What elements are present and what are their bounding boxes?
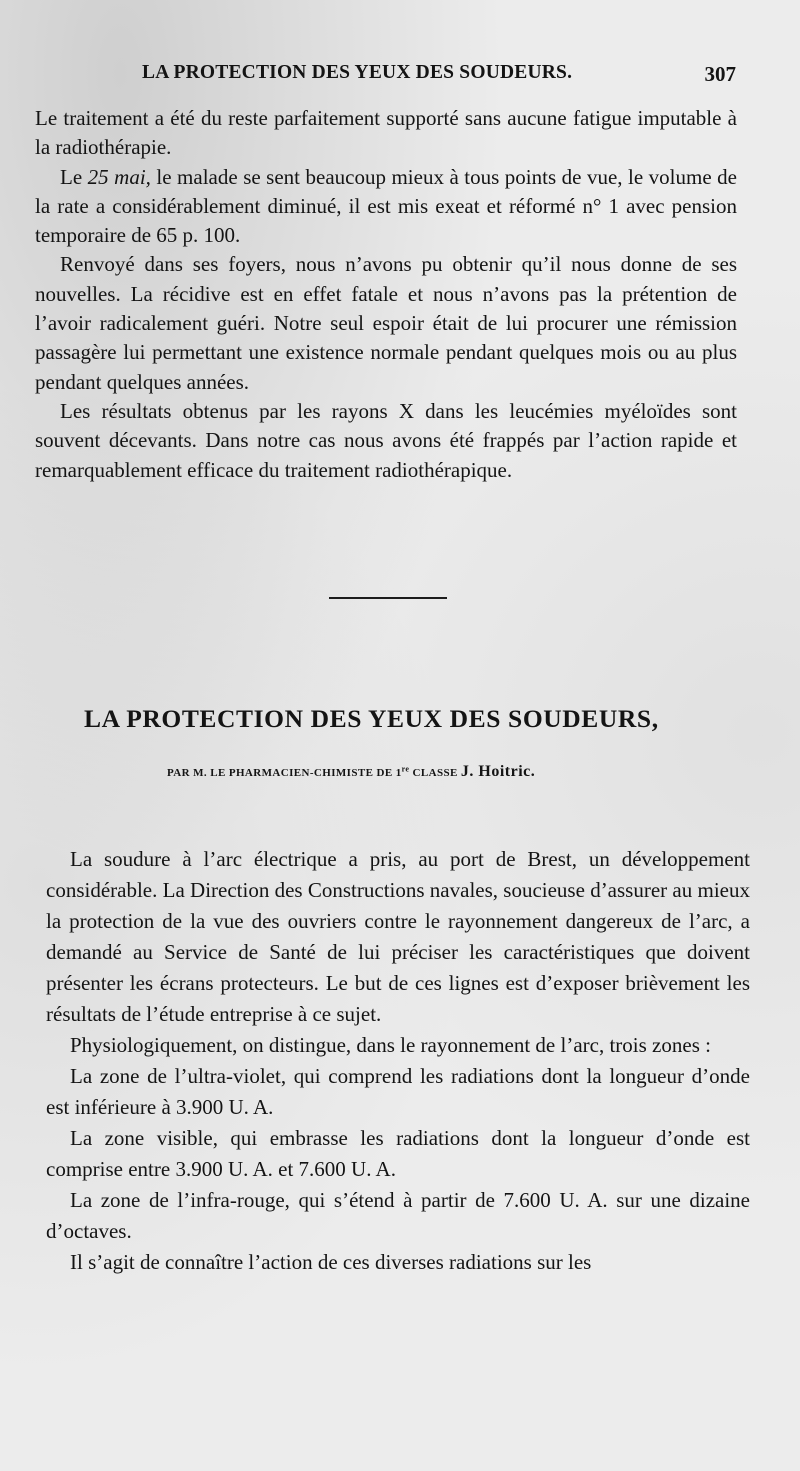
byline-superscript: re [401,764,410,774]
date-text: 25 mai, [87,164,151,189]
paragraph: Il s’agit de connaître l’action de ces diverses radiations sur les [70,1250,592,1274]
paragraph: La zone de l’ultra-violet, qui comprend les radiations dont la longueur d’onde est inférieure à 3.900 U. A. [46,1064,750,1119]
paragraph-text: Le [60,164,88,189]
section-divider [329,597,447,599]
article-title: LA PROTECTION DES YEUX DES SOUDEURS, [84,704,659,733]
paragraph: La zone visible, qui embrasse les radiations dont la longueur d’onde est comprise entre 3.900 U. A. et 7.600 U. A. [46,1126,750,1181]
paragraph: Le traitement a été du reste parfaitement supporté sans aucune fatigue imputable à la radiothérapie. [35,106,737,160]
byline [167,763,535,781]
byline-class: CLASSE [409,767,461,779]
paragraph: Renvoyé dans ses foyers, nous n’avons pu obtenir qu’il nous donne de ses nouvelles. La récidive est en effet fatale et nous n’avons pas la prétention de l’avoir radicalement guéri. Notre seul espoir était de lui procurer une rémission passagère lui permettant une existence normale pendant quelques mois ou au plus pendant quelques années. [35,252,737,394]
author-name: J. Hoitric. [460,763,536,780]
paragraph: Physiologiquement, on distingue, dans le rayonnement de l’arc, trois zones : [70,1033,711,1057]
byline-prefix: PAR M. LE PHARMACIEN-CHIMISTE DE 1 [167,767,402,779]
paragraph [35,163,737,251]
paragraph: La soudure à l’arc électrique a pris, au port de Brest, un développement considérable. La Direction des Constructions navales, soucieuse d’assurer au mieux la protection de la vue des ouvriers contre le rayonnement dangereux de l’arc, a demandé au Service de Santé de lui préciser les caractéristiques que doivent présenter les écrans protecteurs. Le but de ces lignes est d’exposer brièvement les résultats de l’étude entreprise à ce sujet. [46,847,750,1026]
paragraph: La zone de l’infra-rouge, qui s’étend à partir de 7.600 U. A. sur une dizaine d’octaves. [46,1188,750,1243]
paragraph-text: le malade se sent beaucoup mieux à tous points de vue, le volume de la rate a considérablement diminué, il est mis exeat et réformé n° 1 avec pension temporaire de 65 p. 100. [35,164,737,248]
running-title: LA PROTECTION DES YEUX DES SOUDEURS. [142,62,573,83]
paragraph: Les résultats obtenus par les rayons X dans les leucémies myéloïdes sont souvent décevants. Dans notre cas nous avons été frappés par l’action rapide et remarquablement efficace du traitement radiothérapique. [35,398,737,482]
page-number: 307 [704,62,736,86]
article-body [46,844,750,1278]
previous-article-ending [35,104,737,485]
running-header [36,62,736,88]
